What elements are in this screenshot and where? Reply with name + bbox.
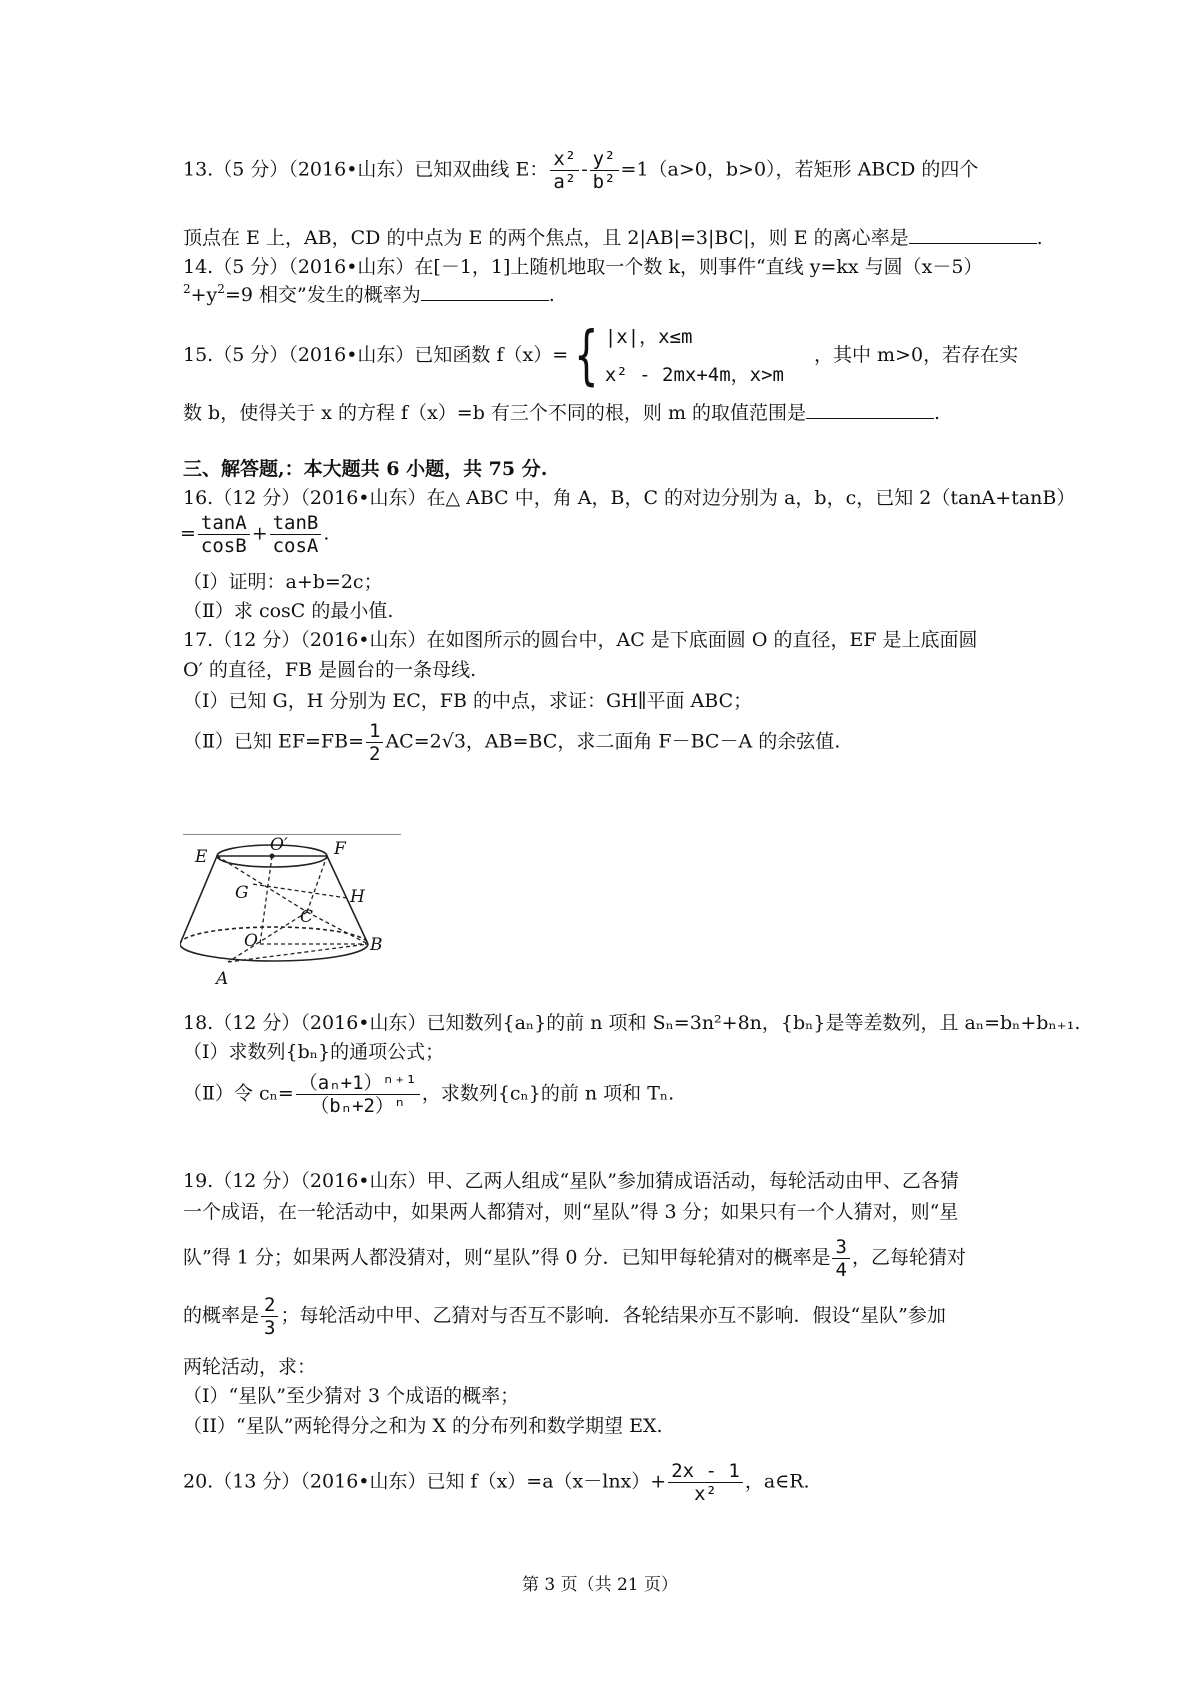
q20-fraction: $\frac{2x - 1}{\text{x²}}$ (668, 1460, 743, 1505)
brace-icon: { (574, 319, 599, 393)
label-O-prime: O′ (270, 835, 288, 855)
q14-line1: 14.（5 分）（2016•山东）在[－1，1]上随机地取一个数 k，则事件“直线 y=kx 与圆（x－5） (183, 256, 983, 278)
q19-line1: 19.（12 分）（2016•山东）甲、乙两人组成“星队”参加猜成语活动，每轮活动由甲、乙各猜 (183, 1170, 959, 1192)
label-F: F (334, 839, 346, 859)
q17-line2: O′ 的直径，FB 是圆台的一条母线. (183, 659, 477, 681)
q19-line4: 的概率是 $\frac{2}{3}$ ；每轮活动中甲、乙猜对与否互不影响．各轮结果亦互不影响．假设“星队”参加 (183, 1294, 946, 1339)
label-E: E (195, 847, 208, 867)
label-B: B (370, 935, 383, 955)
answer-blank (421, 282, 549, 301)
q15-line1: 15.（5 分）（2016•山东）已知函数 f（x）={ |x|，x≤m x² - 2mx+4m，x>m ，其中 m>0，若存在实 (183, 319, 1019, 393)
q13-fraction-y: $\frac{\text{y²}}{\text{b²}}$ (590, 148, 619, 193)
q18-part2: （Ⅱ）令 cₙ= $\frac{\text{（aₙ+1）ⁿ⁺¹}}{\text{（bₙ+2）ⁿ}}$ ，求数列{cₙ}的前 n 项和 Tₙ. (183, 1072, 675, 1117)
label-H: H (350, 887, 365, 907)
q13-line1: 13.（5 分）（2016•山东）已知双曲线 E： $\frac{\text{x²}}{\text{a²}}$ - $\frac{\text{y²}}{\text{b²}}$ =1（a>0，b>0），若矩形 ABCD 的四个 (183, 148, 979, 193)
label-A: A (216, 969, 229, 989)
q13-fraction-x: $\frac{\text{x²}}{\text{a²}}$ (550, 148, 579, 193)
q18-fraction: $\frac{\text{（aₙ+1）ⁿ⁺¹}}{\text{（bₙ+2）ⁿ}}$ (296, 1072, 420, 1117)
piecewise-cases: |x|，x≤m x² - 2mx+4m，x>m (604, 326, 784, 386)
q19-part1: （I）“星队”至少猜对 3 个成语的概率； (183, 1385, 520, 1407)
q16-fraction-2: $\frac{\tan B}{\cos A}$ (270, 512, 322, 557)
label-G: G (235, 883, 249, 903)
q16-line2: = $\frac{\tan A}{\cos B}$ + $\frac{\tan B}{\cos A}$ . (180, 512, 330, 557)
q16-part1: （Ⅰ）证明：a+b=2c； (183, 571, 383, 593)
q17-part2: （Ⅱ）已知 EF=FB= $\frac{1}{2}$ AC=2√3，AB=BC，求二面角 F－BC－A 的余弦值. (183, 720, 841, 765)
answer-blank (909, 225, 1037, 244)
q16-fraction-1: $\frac{\tan A}{\cos B}$ (198, 512, 250, 557)
q16-line1: 16.（12 分）（2016•山东）在△ ABC 中，角 A，B，C 的对边分别为 a，b，c，已知 2（tanA+tanB） (183, 487, 1076, 509)
q19-fraction-2-3: $\frac{2}{3}$ (261, 1294, 278, 1339)
q14-line2: $^2+y^2=9$ 相交”发生的概率为 . (183, 282, 555, 306)
q18-part1: （Ⅰ）求数列{bₙ}的通项公式； (183, 1041, 445, 1063)
q19-line5: 两轮活动，求： (183, 1356, 317, 1378)
frustum-figure (180, 834, 404, 998)
section-heading: 三、解答题,：本大题共 6 小题，共 75 分. (183, 458, 548, 480)
q19-part2: （II）“星队”两轮得分之和为 X 的分布列和数学期望 EX. (183, 1415, 663, 1437)
q15-line2: 数 b，使得关于 x 的方程 f（x）=b 有三个不同的根，则 m 的取值范围是 . (183, 402, 941, 424)
label-C: C (300, 907, 314, 927)
q13-line2: 顶点在 E 上，AB，CD 的中点为 E 的两个焦点，且 2|AB|=3|BC|，则 E 的离心率是 . (183, 227, 1043, 249)
q17-fraction-half: $\frac{1}{2}$ (366, 720, 383, 765)
q19-line2: 一个成语，在一轮活动中，如果两人都猜对，则“星队”得 3 分；如果只有一个人猜对，则“星 (183, 1201, 959, 1223)
q16-part2: （Ⅱ）求 cosC 的最小值. (183, 600, 394, 622)
q17-line1: 17.（12 分）（2016•山东）在如图所示的圆台中，AC 是下底面圆 O 的直径，EF 是上底面圆 (183, 629, 978, 651)
q20-line1: 20.（13 分）（2016•山东）已知 f（x）=a（x－lnx）+ $\frac{2x - 1}{\text{x²}}$ ，a∈R. (183, 1460, 810, 1505)
q19-fraction-3-4: $\frac{3}{4}$ (832, 1236, 849, 1281)
answer-blank (806, 400, 934, 419)
q18-line1: 18.（12 分）（2016•山东）已知数列{aₙ}的前 n 项和 Sₙ=3n²+8n，{bₙ}是等差数列，且 aₙ=bₙ+bₙ₊₁. (183, 1012, 1081, 1034)
label-O: O (244, 931, 258, 951)
page-footer: 第 3 页（共 21 页） (521, 1575, 679, 1595)
q17-part1: （I）已知 G，H 分别为 EC，FB 的中点，求证：GH∥平面 ABC； (183, 690, 753, 712)
q19-line3: 队”得 1 分；如果两人都没猜对，则“星队”得 0 分．已知甲每轮猜对的概率是 $\frac{3}{4}$ ，乙每轮猜对 (183, 1236, 966, 1281)
